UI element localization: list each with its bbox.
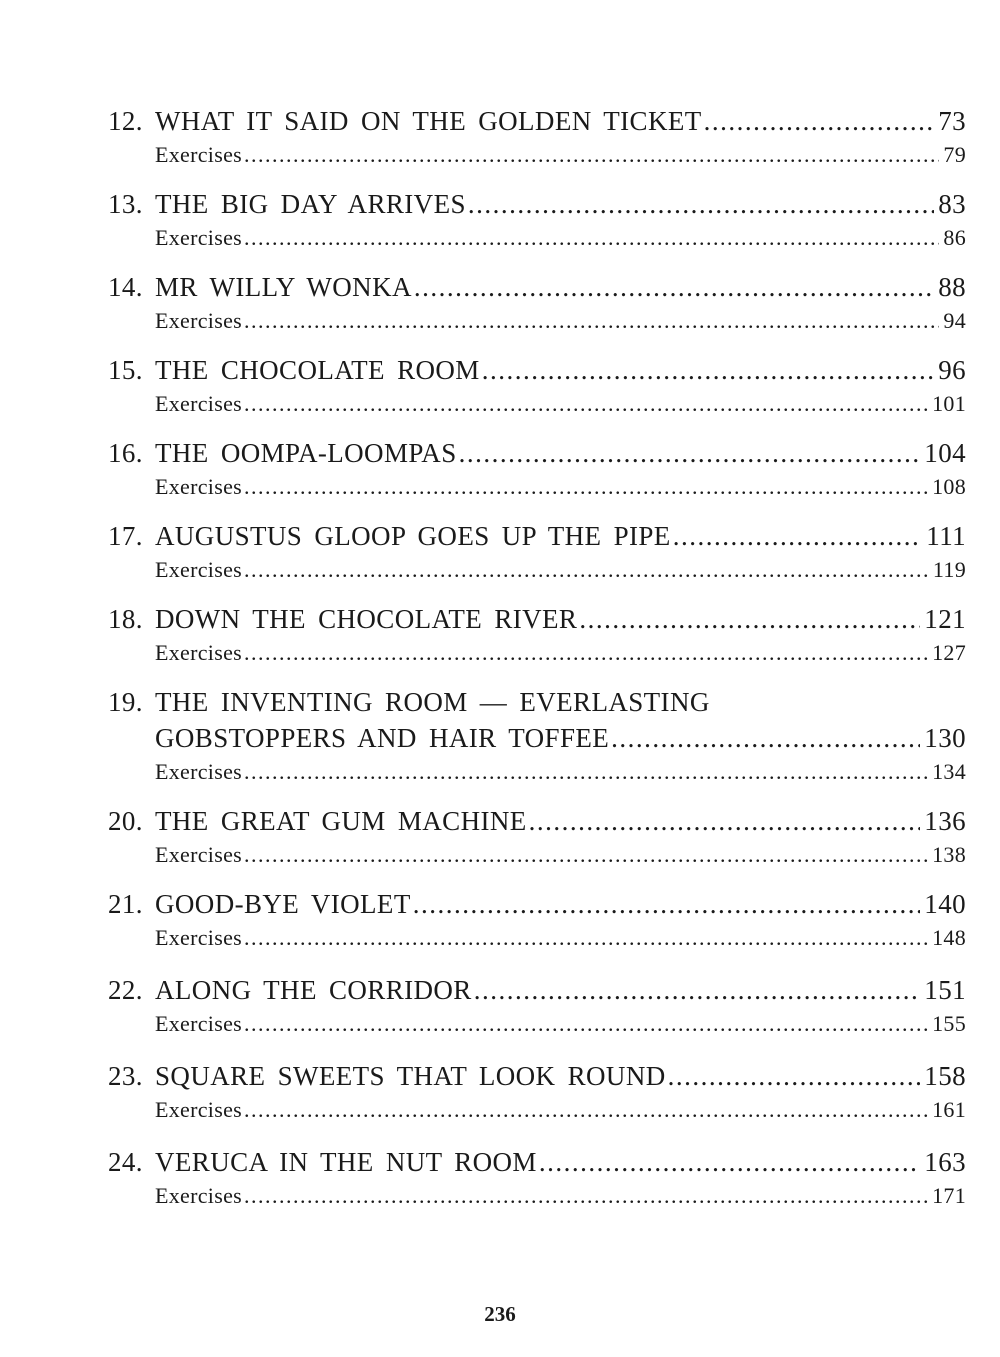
chapter-title-line [108, 1144, 966, 1180]
chapter-number: 17. [108, 521, 143, 551]
exercises-page-number: 127 [932, 640, 966, 665]
dot-leader [668, 1058, 921, 1094]
dot-leader [244, 471, 928, 503]
exercises-label: Exercises [155, 1183, 242, 1208]
chapter-title: AUGUSTUS GLOOP GOES UP THE PIPE [155, 521, 671, 551]
exercises-line [108, 922, 966, 954]
chapter-page-number: 130 [924, 723, 966, 753]
dot-leader [482, 352, 934, 388]
exercises-page-number: 79 [943, 142, 966, 167]
exercises-line [108, 305, 966, 337]
exercises-page-number: 148 [932, 925, 966, 950]
dot-leader [244, 839, 928, 871]
exercises-page-number: 101 [932, 391, 966, 416]
dot-leader [414, 269, 934, 305]
dot-leader [244, 1094, 928, 1126]
chapter-number: 15. [108, 355, 143, 385]
chapter-number: 22. [108, 975, 143, 1005]
dot-leader [704, 103, 935, 139]
toc-entry [108, 435, 966, 503]
toc-entry [108, 186, 966, 254]
exercises-page-number: 94 [943, 308, 966, 333]
dot-leader [244, 922, 928, 954]
chapter-title: WHAT IT SAID ON THE GOLDEN TICKET [155, 106, 702, 136]
dot-leader [244, 222, 939, 254]
dot-leader [244, 388, 928, 420]
chapter-number: 23. [108, 1061, 143, 1091]
exercises-page-number: 119 [932, 557, 966, 582]
exercises-line [108, 222, 966, 254]
exercises-line [108, 839, 966, 871]
chapter-number: 13. [108, 189, 143, 219]
toc-entry [108, 684, 966, 788]
chapter-title-line [108, 269, 966, 305]
page-number: 236 [484, 1302, 516, 1326]
chapter-title-line [108, 720, 966, 756]
chapter-number: 12. [108, 106, 143, 136]
dot-leader [474, 972, 921, 1008]
chapter-page-number: 83 [938, 189, 966, 219]
exercises-line [108, 756, 966, 788]
chapter-title: MR WILLY WONKA [155, 272, 412, 302]
dot-leader [539, 1144, 920, 1180]
chapter-title: GOOD-BYE VIOLET [155, 889, 411, 919]
toc-entry [108, 269, 966, 337]
toc-entry [108, 803, 966, 871]
dot-leader [244, 554, 929, 586]
chapter-title-line [108, 186, 966, 222]
chapter-page-number: 151 [924, 975, 966, 1005]
chapter-title: THE BIG DAY ARRIVES [155, 189, 466, 219]
exercises-label: Exercises [155, 759, 242, 784]
dot-leader [468, 186, 934, 222]
dot-leader [413, 886, 921, 922]
chapter-page-number: 158 [924, 1061, 966, 1091]
exercises-page-number: 161 [932, 1097, 966, 1122]
chapter-page-number: 88 [938, 272, 966, 302]
chapter-title: GOBSTOPPERS AND HAIR TOFFEE [155, 723, 610, 753]
chapter-page-number: 163 [924, 1147, 966, 1177]
exercises-label: Exercises [155, 225, 242, 250]
chapter-title-line [108, 886, 966, 922]
chapter-number: 24. [108, 1147, 143, 1177]
chapter-title-line [108, 518, 966, 554]
chapter-number: 16. [108, 438, 143, 468]
dot-leader [244, 139, 939, 171]
chapter-page-number: 96 [938, 355, 966, 385]
chapter-page-number: 111 [926, 521, 966, 551]
chapter-number: 20. [108, 806, 143, 836]
exercises-line [108, 637, 966, 669]
table-of-contents [108, 103, 966, 1212]
exercises-label: Exercises [155, 308, 242, 333]
exercises-line [108, 1094, 966, 1126]
chapter-title-line [108, 601, 966, 637]
chapter-title-line [108, 1058, 966, 1094]
exercises-page-number: 86 [943, 225, 966, 250]
chapter-page-number: 104 [924, 438, 966, 468]
chapter-title-line [108, 972, 966, 1008]
dot-leader [611, 720, 920, 756]
dot-leader [529, 803, 921, 839]
chapter-number: 19. [108, 687, 143, 717]
exercises-line [108, 139, 966, 171]
chapter-title: SQUARE SWEETS THAT LOOK ROUND [155, 1061, 666, 1091]
chapter-title-line [108, 352, 966, 388]
chapter-title: THE GREAT GUM MACHINE [155, 806, 527, 836]
toc-entry [108, 972, 966, 1040]
toc-entry [108, 352, 966, 420]
exercises-label: Exercises [155, 557, 242, 582]
dot-leader [244, 1008, 928, 1040]
chapter-number: 18. [108, 604, 143, 634]
chapter-page-number: 140 [924, 889, 966, 919]
dot-leader [244, 756, 928, 788]
exercises-line [108, 1008, 966, 1040]
exercises-label: Exercises [155, 925, 242, 950]
exercises-line [108, 388, 966, 420]
chapter-number: 21. [108, 889, 143, 919]
chapter-number: 14. [108, 272, 143, 302]
chapter-title-line [108, 684, 966, 720]
exercises-label: Exercises [155, 842, 242, 867]
exercises-label: Exercises [155, 391, 242, 416]
chapter-title: THE INVENTING ROOM — EVERLASTING [155, 687, 710, 717]
exercises-label: Exercises [155, 640, 242, 665]
toc-entry [108, 103, 966, 171]
dot-leader [459, 435, 921, 471]
chapter-title-line [108, 435, 966, 471]
chapter-page-number: 121 [924, 604, 966, 634]
exercises-label: Exercises [155, 1011, 242, 1036]
exercises-label: Exercises [155, 474, 242, 499]
chapter-page-number: 73 [938, 106, 966, 136]
exercises-page-number: 138 [932, 842, 966, 867]
toc-entry [108, 1058, 966, 1126]
exercises-page-number: 171 [932, 1183, 966, 1208]
exercises-page-number: 155 [932, 1011, 966, 1036]
exercises-page-number: 134 [932, 759, 966, 784]
dot-leader [244, 1180, 928, 1212]
exercises-page-number: 108 [932, 474, 966, 499]
chapter-title: ALONG THE CORRIDOR [155, 975, 472, 1005]
toc-entry [108, 1144, 966, 1212]
chapter-title-line [108, 803, 966, 839]
toc-entry [108, 518, 966, 586]
exercises-line [108, 554, 966, 586]
dot-leader [244, 637, 928, 669]
chapter-page-number: 136 [924, 806, 966, 836]
dot-leader [244, 305, 939, 337]
dot-leader [579, 601, 920, 637]
dot-leader [673, 518, 923, 554]
chapter-title: VERUCA IN THE NUT ROOM [155, 1147, 537, 1177]
exercises-label: Exercises [155, 142, 242, 167]
chapter-title-line [108, 103, 966, 139]
exercises-line [108, 471, 966, 503]
toc-entry [108, 601, 966, 669]
chapter-title: THE OOMPA-LOOMPAS [155, 438, 457, 468]
toc-entry [108, 886, 966, 954]
chapter-title: THE CHOCOLATE ROOM [155, 355, 480, 385]
chapter-title: DOWN THE CHOCOLATE RIVER [155, 604, 578, 634]
exercises-line [108, 1180, 966, 1212]
exercises-label: Exercises [155, 1097, 242, 1122]
